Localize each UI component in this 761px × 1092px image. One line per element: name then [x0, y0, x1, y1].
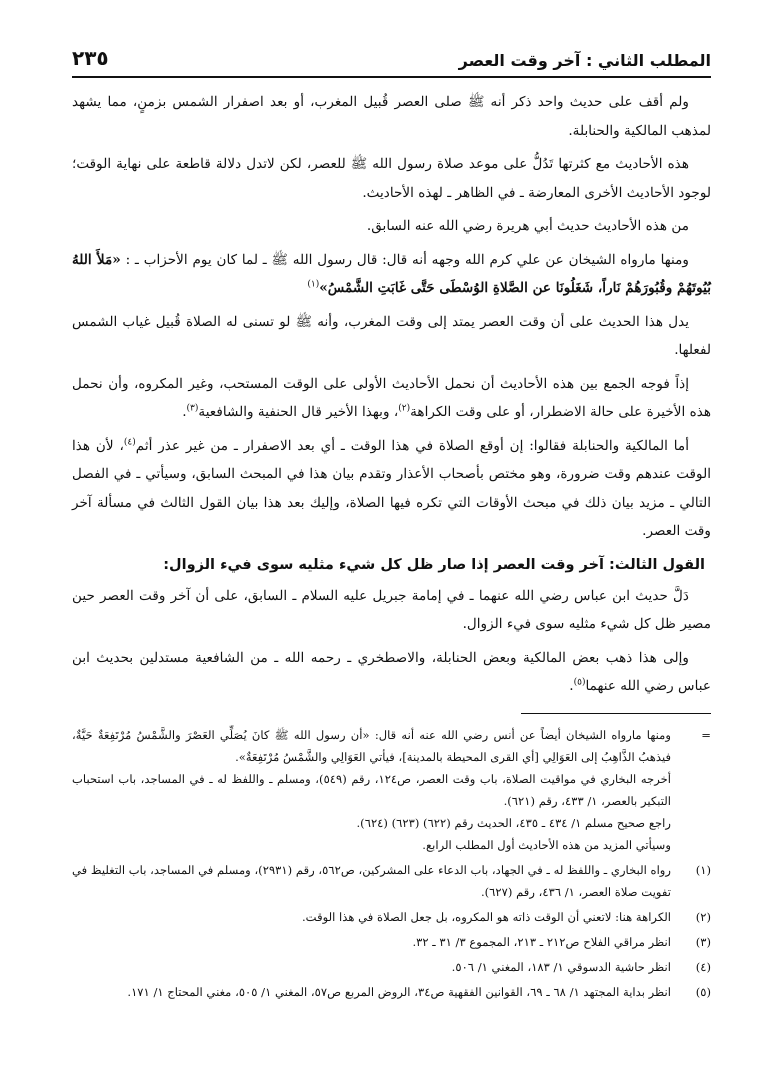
paragraph-6-text-b: ، وبهذا الأخير قال الحنفية والشافعية	[198, 404, 399, 420]
footnote-ref-4[interactable]: (٤)	[123, 436, 136, 447]
paragraph-6	[72, 370, 711, 427]
paragraph-6-text-c: .	[182, 404, 187, 420]
book-page	[72, 44, 711, 1092]
footnote-ref-5[interactable]: (٥)	[573, 677, 586, 688]
page-number: ٢٣٥	[72, 46, 109, 70]
footnote-5	[72, 981, 711, 1003]
footnote-number: (٢)	[695, 909, 711, 924]
main-text	[72, 88, 711, 701]
continued-footnote	[72, 724, 711, 856]
continued-footnote-line: ومنها مارواه الشيخان أيضاً عن أنس رضي الله عنه أنه قال: «أن رسول الله ﷺ كانَ يُصَلِّي العَصْرَ والشَّمْسُ مُرْتَفِعَةٌ حَيَّةٌ، فيذهبُ الذَّاهِبُ إلى العَوَالِي [أي القرى المحيطة بالمدينة]، فيأتي العَوَالِي والشَّمْسُ مُرْتَفِعَةٌ».	[72, 727, 671, 764]
paragraph-9: وإلى هذا ذهب بعض المالكية وبعض الحنابلة، والاصطخري ـ رحمه الله ـ من الشافعية مستدلين بحديث ابن عباس رضي الله عنهما$^{(٥)}$.	[72, 649, 711, 694]
footnote-ref-2[interactable]: (٢)	[398, 403, 411, 414]
continued-footnote-line: وسيأتي المزيد من هذه الأحاديث أول المطلب الرابع.	[422, 837, 671, 852]
page-header	[72, 44, 711, 78]
continued-footnote-line: راجع صحيح مسلم ١/ ٤٣٤ ـ ٤٣٥، الحديث رقم (٦٢٢) (٦٢٣) (٦٢٤).	[356, 815, 671, 830]
footnote-text: رواه البخاري ـ واللفظ له ـ في الجهاد، باب الدعاء على المشركين، ص٥٦٢، رقم (٢٩٣١)، ومسلم في المساجد، باب التغليظ في تفويت صلاة العصر، ١/ ٤٣٦، رقم (٦٢٧).	[72, 862, 672, 899]
footnote-3	[72, 931, 711, 953]
footnote-ref-1[interactable]: (١)	[307, 279, 320, 290]
footnote-ref-3[interactable]: (٣)	[186, 403, 199, 414]
footnote-1	[72, 859, 711, 903]
paragraph-9-text: وإلى هذا ذهب بعض المالكية وبعض الحنابلة، والاصطخري ـ رحمه الله ـ من الشافعية مستدلين بحديث ابن عباس رضي الله عنهما	[72, 649, 711, 694]
paragraph-8: دَلَّ حديث ابن عباس رضي الله عنهما ـ في إمامة جبريل عليه السلام ـ السابق، على أن آخر وقت العصر حين مصير ظل كل شيء مثليه سوى فيء الزوال.	[72, 587, 711, 632]
hadith-quote: «مَلأَ اللهُ بُيُوتَهُمْ وقُبُورَهُمْ نَاراً، شَغَلُونَا عن الصَّلاةِ الوُسْطَى حَتَّى غَابَتِ الشَّمْسُ»	[72, 251, 711, 296]
footnote-2	[72, 906, 711, 928]
paragraph-7-text-b: ، لأن هذا الوقت عندهم وقت ضرورة، وهو مختص بأصحاب الأعذار وتقدم بيان هذا في المبحث السابق، وسيأتي ـ في الفصل التالي ـ مزيد بيان ذلك في مبحث الأوقات التي تكره فيها الصلاة، وإليك بعد هذا بيان القول الثالث في مسألة آخر وقت العصر.	[72, 437, 711, 539]
footnote-number: (٥)	[695, 984, 711, 999]
footnote-number: (٤)	[695, 959, 711, 974]
paragraph-3: من هذه الأحاديث حديث أبي هريرة رضي الله عنه السابق.	[366, 218, 689, 234]
footnote-number: (٣)	[695, 934, 711, 949]
paragraph-7-text-a: أما المالكية والحنابلة فقالوا: إن أوقع الصلاة في هذا الوقت ـ أي بعد الاصفرار ـ من غير عذر أثم	[135, 437, 689, 454]
footnote-text: انظر بداية المجتهد ١/ ٦٨ ـ ٦٩، القوانين الفقهية ص٣٤، الروض المربع ص٥٧، المغني ١/ ٥٠٥، مغني المحتاج ١/ ١٧١.	[127, 984, 671, 999]
paragraph-2: هذه الأحاديث مع كثرتها تَدُلُّ على موعد صلاة رسول الله ﷺ للعصر، لكن لاتدل دلالة قاطعة على نهاية الوقت؛ لوجود الأحاديث الأخرى المعارضة ـ في الظاهر ـ لهذه الأحاديث.	[72, 156, 711, 201]
footnote-4	[72, 956, 711, 978]
footnotes	[72, 724, 711, 1003]
paragraph-4	[72, 246, 711, 303]
footnote-separator	[521, 713, 711, 714]
footnote-text: انظر حاشية الدسوقي ١/ ١٨٣، المغني ١/ ٥٠٦.	[451, 959, 671, 974]
continuation-marker: =	[701, 727, 711, 742]
paragraph-1: ولم أقف على حديث واحد ذكر أنه ﷺ صلى العصر قُبيل المغرب، أو بعد اصفرار الشمس بزمنٍ، مما يشهد لمذهب المالكية والحنابلة.	[72, 94, 711, 139]
third-opinion-heading: القول الثالث: آخر وقت العصر إذا صار ظل كل شيء مثليه سوى فيء الزوال:	[163, 556, 705, 573]
continued-footnote-line: أخرجه البخاري في مواقيت الصلاة، باب وقت العصر، ص١٢٤، رقم (٥٤٩)، ومسلم ـ واللفظ له ـ في المساجد، باب استحباب التبكير بالعصر، ١/ ٤٣٣، رقم (٦٢١).	[72, 771, 671, 808]
paragraph-7	[72, 432, 711, 546]
section-title: المطلب الثاني : آخر وقت العصر	[458, 51, 711, 70]
paragraph-5: يدل هذا الحديث على أن وقت العصر يمتد إلى وقت المغرب، وأنه ﷺ لو تسنى له الصلاة قُبيل غياب الشمس لفعلها.	[72, 313, 711, 358]
footnote-text: انظر مراقي الفلاح ص٢١٢ ـ ٢١٣، المجموع ٣/ ٣١ ـ ٣٢.	[412, 934, 671, 949]
footnote-number: (١)	[695, 862, 711, 877]
footnote-text: الكراهة هنا: لاتعني أن الوقت ذاته هو المكروه، بل جعل الصلاة في هذا الوقت.	[302, 909, 671, 924]
paragraph-4-text: ومنها مارواه الشيخان عن علي كرم الله وجهه أنه قال: قال رسول الله ﷺ ـ لما كان يوم الأحزاب ـ :	[125, 251, 689, 268]
paragraph-6-text-a: إذاً فوجه الجمع بين هذه الأحاديث أن نحمل الأحاديث الأولى على الوقت المستحب، وغير المكروه، وأن نحمل هذه الأخيرة على حالة الاضطرار، أو على وقت الكراهة	[72, 375, 711, 420]
